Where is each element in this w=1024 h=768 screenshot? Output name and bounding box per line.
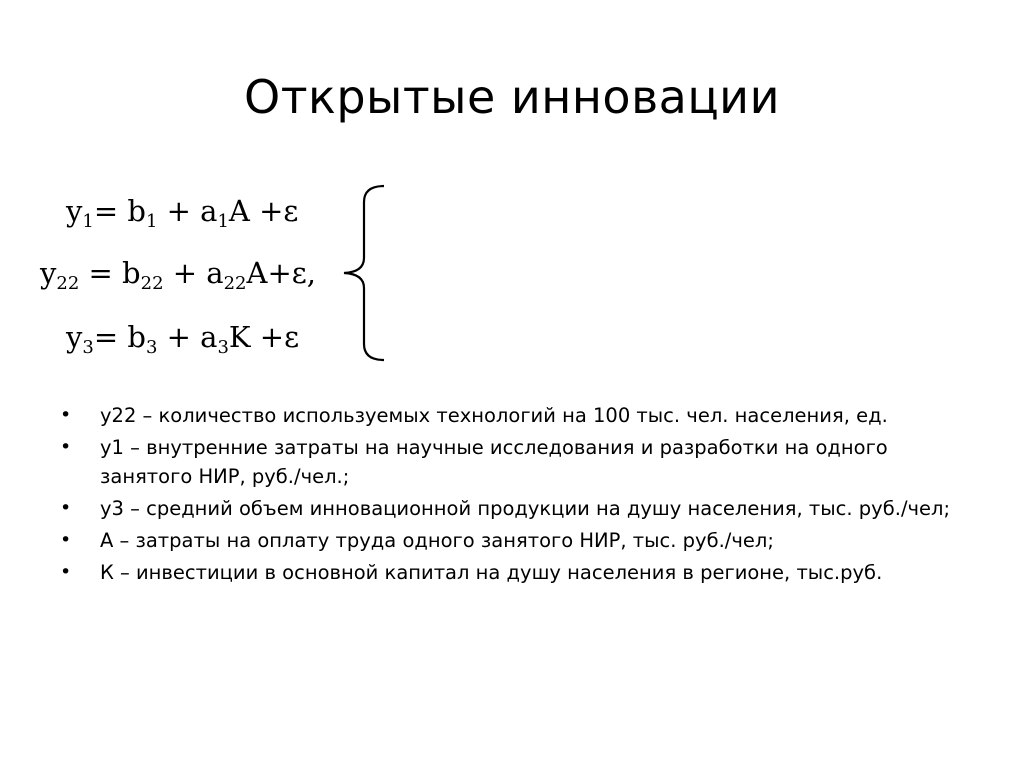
eq-plus: + [157, 320, 201, 354]
equation-system [338, 182, 678, 364]
list-item [60, 494, 960, 523]
list-item-text: К – инвестиции в основной капитал на душу населения в регионе, тыс.руб. [100, 561, 883, 584]
eq-a-var: a [206, 256, 224, 290]
eq-plus: + [163, 256, 207, 290]
bullet-icon: • [60, 404, 72, 426]
eq-a-var: a [200, 194, 218, 228]
eq-equals: = [79, 256, 123, 290]
bullet-icon: • [60, 529, 72, 551]
eq-tail: +ε [250, 320, 300, 354]
eq-b-var: b [127, 194, 146, 228]
eq-equals: = [93, 194, 128, 228]
list-item-text: А – затраты на оплату труда одного занятого НИР, тыс. руб./чел; [100, 529, 774, 552]
bullet-icon: • [60, 561, 72, 583]
list-item [60, 558, 960, 587]
eq-plus: + [157, 194, 201, 228]
eq-equals: = [93, 320, 128, 354]
eq-lhs-var: y [66, 194, 83, 228]
bullet-icon: • [60, 436, 72, 458]
list-item-text: у3 – средний объем инновационной продукции на душу населения, тыс. руб./чел; [100, 497, 951, 520]
list-item [60, 526, 960, 555]
list-item-text: у22 – количество используемых технологий на 100 тыс. чел. населения, ед. [100, 404, 888, 427]
eq-tail: +ε [249, 194, 299, 228]
bullet-icon: • [60, 497, 72, 519]
eq-a-sub: 22 [223, 273, 247, 294]
eq-b-var: b [127, 320, 146, 354]
eq-b-sub: 3 [145, 337, 158, 358]
eq-lhs-sub: 22 [56, 273, 80, 294]
definitions-list [60, 401, 960, 590]
list-item [60, 401, 960, 430]
left-brace-icon [338, 182, 398, 364]
eq-term: A [246, 256, 268, 290]
eq-term: K [228, 320, 251, 354]
eq-tail: +ε, [267, 256, 316, 290]
equation-y22 [40, 256, 316, 294]
eq-lhs-var: y [40, 256, 57, 290]
eq-b-sub: 1 [145, 211, 158, 232]
eq-a-var: a [200, 320, 218, 354]
list-item [60, 433, 960, 491]
eq-b-var: b [122, 256, 141, 290]
eq-term: A [228, 194, 250, 228]
equation-y3 [66, 320, 300, 358]
slide-title: Открытые инновации [244, 70, 780, 124]
list-item-text: у1 – внутренние затраты на научные исследования и разработки на одного занятого НИР, руб./чел.; [100, 436, 888, 488]
eq-lhs-var: y [66, 320, 83, 354]
eq-lhs-sub: 1 [82, 211, 94, 232]
equation-y1 [66, 194, 299, 232]
eq-a-sub: 3 [217, 337, 229, 358]
eq-a-sub: 1 [217, 211, 229, 232]
eq-lhs-sub: 3 [82, 337, 94, 358]
eq-b-sub: 22 [140, 273, 164, 294]
